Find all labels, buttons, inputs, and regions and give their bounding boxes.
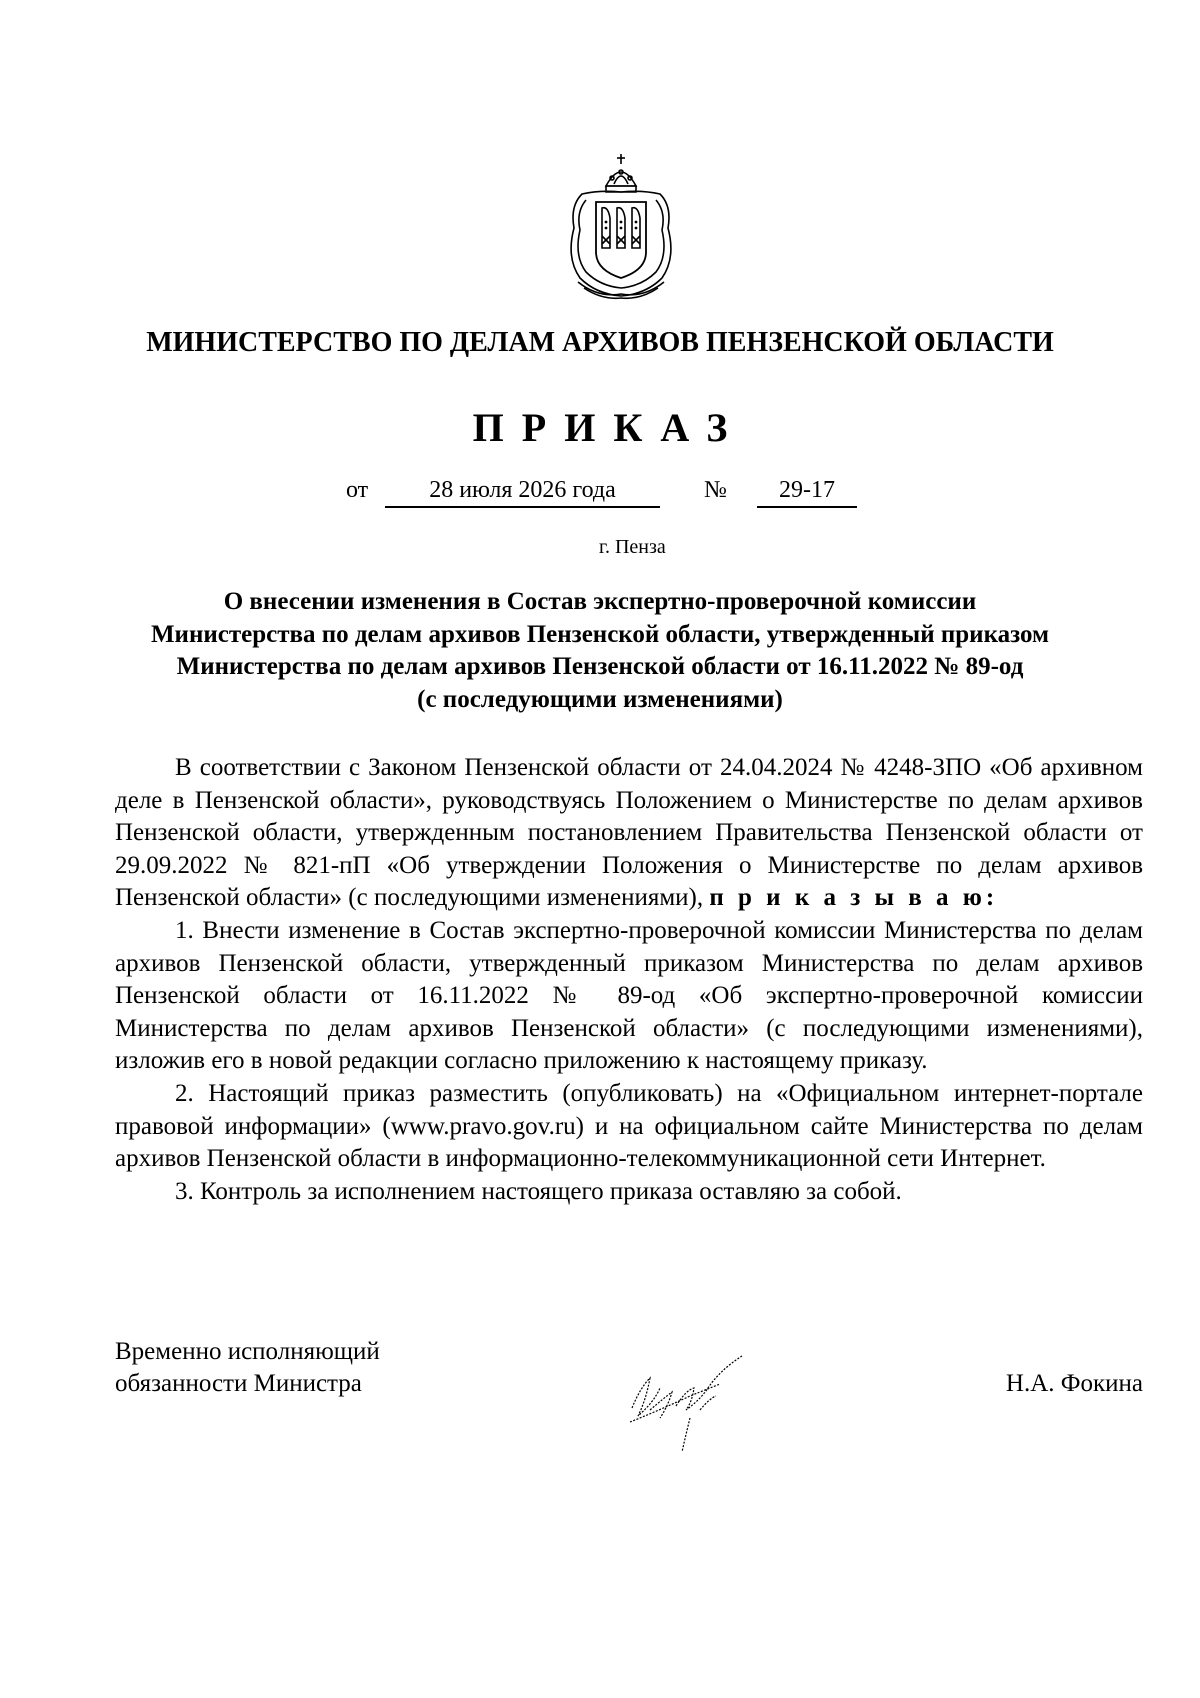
signatory-role-line-2: обязанности Министра [115, 1370, 362, 1397]
order-body [115, 752, 1143, 1208]
order-item-1: 1. Внести изменение в Состав экспертно-проверочной комиссии Министерства по делам архивов Пензенской области, утвержденный приказом Министерства по делам архивов Пензенской области от 16.11.2022 № 89-од «Об экспертно-проверочной комиссии Министерства по делам архивов Пензенской области» (с последующими изменениями), изложив его в новой редакции согласно приложению к настоящему приказу. [115, 916, 1143, 1075]
order-subject [100, 586, 1100, 716]
date-prefix: от [346, 477, 369, 503]
document-type-title: ПРИКАЗ [472, 405, 746, 450]
preamble-paragraph [115, 752, 1143, 915]
order-date: 28 июля 2026 года [385, 474, 660, 508]
subject-line-2: Министерства по делам архивов Пензенской области, утвержденный приказом [150, 620, 1050, 648]
subject-line-1: О внесении изменения в Состав экспертно-проверочной комиссии [223, 588, 977, 615]
ministry-name: МИНИСТЕРСТВО ПО ДЕЛАМ АРХИВОВ ПЕНЗЕНСКОЙ ОБЛАСТИ [146, 327, 1054, 358]
order-directive: п р и к а з ы в а ю: [709, 884, 999, 912]
signatory-role-line-1: Временно исполняющий [115, 1338, 380, 1365]
subject-line-4: (с последующими изменениями) [417, 685, 783, 713]
signatory-role [115, 1336, 455, 1400]
handwritten-signature-icon [620, 1348, 770, 1458]
subject-line-3: Министерства по делам архивов Пензенской области от 16.11.2022 № 89-од [176, 653, 1024, 680]
order-item-3: 3. Контроль за исполнением настоящего приказа оставляю за собой. [175, 1177, 902, 1205]
penza-region-coat-of-arms-icon [562, 148, 680, 300]
preamble-text: В соответствии с Законом Пензенской области от 24.04.2024 № 4248-ЗПО «Об архивном деле в Пензенской области», руководствуясь Положением о Министерстве по делам архивов Пензенской области, утвержденным постановлением Правительства Пензенской области от 29.09.2022 № 821-пП «Об утверждении Положения о Министерстве по делам архивов Пензенской области» (с последующими изменениями), [115, 754, 1143, 912]
number-sign: № [704, 477, 727, 503]
signatory-name: Н.А. Фокина [1005, 1370, 1143, 1397]
city-label: г. Пенза [599, 536, 666, 558]
order-item-2: 2. Настоящий приказ разместить (опубликовать) на «Официальном интернет-портале правовой информации» (www.pravo.gov.ru) и на официальном сайте Министерства по делам архивов Пензенской области в информационно-телекоммуникационной сети Интернет. [115, 1079, 1143, 1173]
order-number: 29-17 [757, 474, 857, 508]
